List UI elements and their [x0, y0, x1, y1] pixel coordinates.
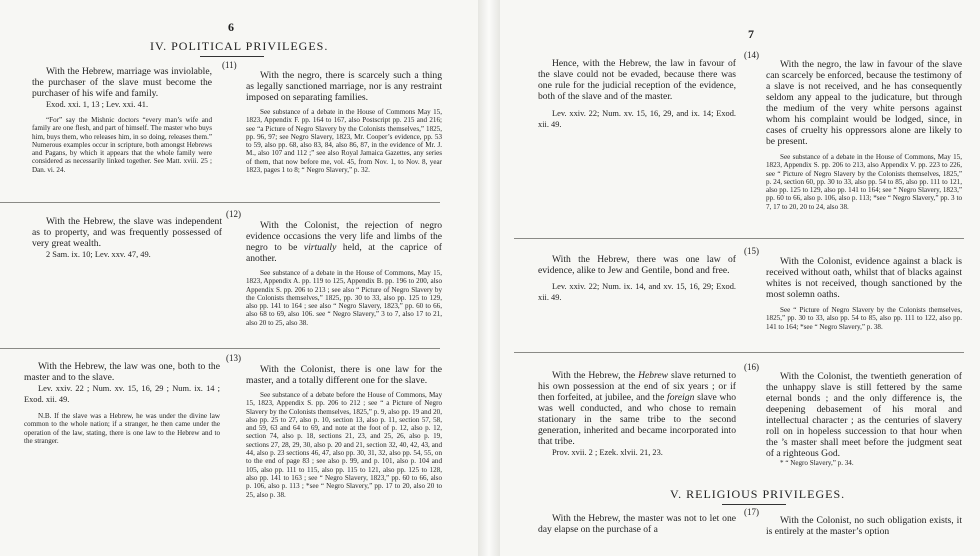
- colonist-column: [246, 70, 442, 174]
- hebrew-text: With the Hebrew, there was one law of evidence, alike to Jew and Gentile, bond and free.: [538, 254, 736, 276]
- hebrew-text: [538, 370, 736, 447]
- scripture-reference: Lev. xxiv. 22 ; Num. xv. 15, 16, 29 ; Num. ix. 14 ; Exod. xii. 49.: [24, 384, 220, 404]
- hebrew-column: [538, 513, 736, 535]
- section-number: (12): [226, 209, 241, 219]
- section-number: (17): [744, 507, 759, 517]
- section-divider: [0, 202, 440, 203]
- hebrew-text: Hence, with the Hebrew, the law in favour of the slave could not be evaded, because there was one rule for the judicial reception of the evidence, both of the slave and of the master.: [538, 58, 736, 102]
- hebrew-column: [538, 58, 736, 130]
- footnote: See substance of a debate before the House of Commons, May 15, 1823, Appendix S. pp. 206 to 212 ; see “ a Picture of Negro Slavery by the Colonists themselves, 1825,” p. 9, also pp. 19 and 20, also pp. 25 to 27, also p. 10, section 13, also p. 11, section 57, 58, and 59, 63 and 64 to 69, and note at the foot of p. 12, also p. 12, section 74, also p. 18, sections 21, 23, and 25, 26, also p. 19, sections 27, 28, 29, 30, also p. 20 and 21, section 32, 40, 42, 43, and 44, also p. 23 sections 46, 47, also pp. 30, 31, 32, also pp. 54, 55, on to the end of page 83 ; see also p. 99, and p. 101, also p. 104 and 105, also pp. 111 to 115, also pp. 115 to 121, also pp. 125 to 128, also pp. 141 to 163 ; see “ Negro Slavery, 1823,” pp. 60 to 66, also p. 106, also p. 113 ; *see “ Negro Slavery,” pp. 17 to 20, also 20 to 25, also p. 38.: [246, 391, 442, 499]
- footnote: * “ Negro Slavery,” p. 34.: [780, 459, 854, 467]
- hebrew-column: [538, 370, 736, 458]
- colonist-text: With the Colonist, evidence against a black is received without oath, whilst that of blacks against whites is not received, though sanctioned by the most solemn oaths.: [766, 256, 962, 300]
- scripture-reference: Prov. xvii. 2 ; Ezek. xlvii. 21, 23.: [552, 448, 663, 457]
- emphasis: foreign: [667, 392, 695, 403]
- page-number: 7: [748, 27, 754, 41]
- hebrew-text: With the Hebrew, the master was not to let one day elapse on the purchase of a: [538, 513, 736, 535]
- colonist-text: With the Colonist, the twentieth generation of the unhappy slave is still fettered by the same eternal bonds ; and the only difference is, the deepening debasement of his moral and intellectual character ; as the centuries of slavery roll on in hopeless succession to that hour when the ’s master shall meet before the judgment seat of a righteous God.: [766, 371, 962, 459]
- footnote: See “ Picture of Negro Slavery by the Colonists themselves, 1825,” pp. 30 to 33, also pp. 54 to 85, also pp. 111 to 122, also pp. 141 to 164; *see “ Negro Slavery,” p. 38.: [766, 306, 962, 331]
- colonist-text-start: With the Colonist, the rejection of negro evidence occasions the very life and limbs of the negro to be: [246, 220, 442, 253]
- section-number: (13): [226, 353, 241, 363]
- scripture-reference: Lev. xxiv. 22; Num. ix. 14, and xv. 15, 16, 29; Exod. xii. 49.: [538, 282, 736, 302]
- footnote: “For” say the Mishnic doctors “every man’s wife and family are one flesh, and part of himself. The master who buys him, buys them, who releases him, in so doing, releases them.” Numerous examples occur in scripture, both amongst Hebrews and Pagans, by which it appears that the whole family were considered as necessarily linked together. See Matt. xviii. 25 ; Dan. vi. 24.: [32, 116, 212, 174]
- heading-rule: [200, 56, 264, 57]
- heading-rule: [722, 504, 786, 505]
- scripture-reference: 2 Sam. ix. 10; Lev. xxv. 47, 49.: [46, 250, 151, 259]
- colonist-column: [246, 220, 442, 327]
- hebrew-text: With the Hebrew, marriage was inviolable, the purchaser of the slave must become the purchaser of his wife and family.: [32, 66, 212, 99]
- colonist-column: [766, 59, 962, 211]
- colonist-column: [766, 371, 962, 467]
- section-divider: [514, 238, 964, 239]
- hebrew-text-end: slave who was well conducted, and who chose to remain stationary in the same tribe to the second generation, inherited and became incorporated into that tribe.: [538, 392, 737, 447]
- emphasis: virtually: [303, 242, 337, 253]
- footnote: See substance of a debate in the House of Commons, May 15, 1823, Appendix A. pp. 119 to 125, Appendix B. pp. 196 to 200, also Appendix S. pp. 206 to 213 ; see also “ Picture of Negro Slavery by the Colonists themselves,” 1825, pp. 30 to 33, also pp. 125 to 129, also pp. 141 to 164 ; see also “ Negro Slavery, 1823,” pp. 60 to 66, also 68 to 69, also 106. see “ Negro Slavery,” 3 to 7, also 17 to 21, also 20 to 25, also 38.: [246, 269, 442, 327]
- colonist-column: [766, 515, 962, 537]
- left-page: [0, 0, 478, 556]
- colonist-text: With the negro, there is scarcely such a thing as legally sanctioned marriage, nor is any restraint imposed on separating families.: [246, 70, 442, 103]
- right-page: [500, 0, 980, 556]
- section-heading: V. RELIGIOUS PRIVILEGES.: [670, 487, 846, 501]
- hebrew-text-start: With the Hebrew, the: [552, 370, 639, 381]
- section-divider: [514, 352, 964, 353]
- hebrew-column: [538, 254, 736, 303]
- hebrew-column: [24, 361, 220, 445]
- colonist-text: With the Colonist, there is one law for the master, and a totally different one for the slave.: [246, 364, 442, 386]
- colonist-column: [246, 364, 442, 499]
- section-divider: [0, 348, 440, 349]
- footnote: See substance of a debate in the House of Commons, May 15, 1823, Appendix S. pp. 206 to 213, also Appendix V. pp. 223 to 226, see “ Picture of Negro Slavery by the Colonists themselves, 1825,” p. 24, section 60, pp. 30 to 33, also pp. 54 to 85, also pp. 111 to 121, also pp. 125 to 129, also pp. 141 to 164; see “ Negro Slavery, 1823,” pp. 60 to 66, also p. 106, also p. 113; *see “ Negro Slavery,” pp. 3 to 7, 17 to 20, 20 to 24, also 38.: [766, 153, 962, 211]
- hebrew-text-middle: slave returned to his own possession at the end of six years ; or if then forfeited, at jubilee, and the: [538, 370, 736, 403]
- section-heading: IV. POLITICAL PRIVILEGES.: [150, 39, 329, 53]
- colonist-text: With the Colonist, no such obligation exists, it is entirely at the master’s option: [766, 515, 962, 537]
- hebrew-column: [32, 216, 222, 260]
- hebrew-text: With the Hebrew, the slave was independent as to property, and was frequently possessed of very great wealth.: [32, 216, 222, 249]
- hebrew-column: [32, 66, 212, 174]
- colonist-text: [246, 220, 442, 264]
- hebrew-text: With the Hebrew, the law was one, both to the master and to the slave.: [24, 361, 220, 383]
- section-number: (15): [744, 246, 759, 256]
- colonist-text-end: held, at the caprice of another.: [246, 242, 443, 264]
- section-number: (11): [222, 60, 237, 70]
- section-number: (16): [744, 362, 759, 372]
- footnote: N.B. If the slave was a Hebrew, he was under the divine law common to the whole nation; if a stranger, he then came under the operation of the law, stating, there is one law to the Hebrew and to the stranger.: [24, 412, 220, 445]
- page-number: 6: [228, 20, 234, 34]
- footnote: See substance of a debate in the House of Commons May 15, 1823, Appendix F. pp. 164 to 167, also Postscript pp. 215 and 216; see “a Picture of Negro Slavery by the Colonists themselves,” 1825, pp. 96, 97; see Negro Slavery, 1823, Mr. Cooper’s evidence, pp. 53 to 59, also pp. 68, also 83, 84, also 86, 87, in the evidence of Mr. J. M., also 107 and 112 ;” see also Royal Jamaica Gazettes, any series of them, that now before me, vol. 45, from Nov. 1, to Nov. 8, year 1823, pages 1 to 8; “ Negro Slavery,” p. 32.: [246, 108, 442, 175]
- scripture-reference: Exod. xxi. 1, 13 ; Lev. xxi. 41.: [46, 100, 149, 109]
- colonist-column: [766, 256, 962, 331]
- colonist-text: With the negro, the law in favour of the slave can scarcely be enforced, because the testimony of a slave is not received, and he has consequently seldom any appeal to the judicature, but through the medium of the very white persons against whom his complaint would be lodged, since, in cases of cruelty his oppressors alone are likely to be present.: [766, 59, 962, 147]
- emphasis: Hebrew: [638, 370, 669, 381]
- book-gutter: [478, 0, 500, 556]
- scripture-reference: Lev. xxiv. 22; Num. xv. 15, 16, 29, and ix. 14; Exod. xii. 49.: [538, 109, 736, 129]
- section-number: (14): [744, 50, 759, 60]
